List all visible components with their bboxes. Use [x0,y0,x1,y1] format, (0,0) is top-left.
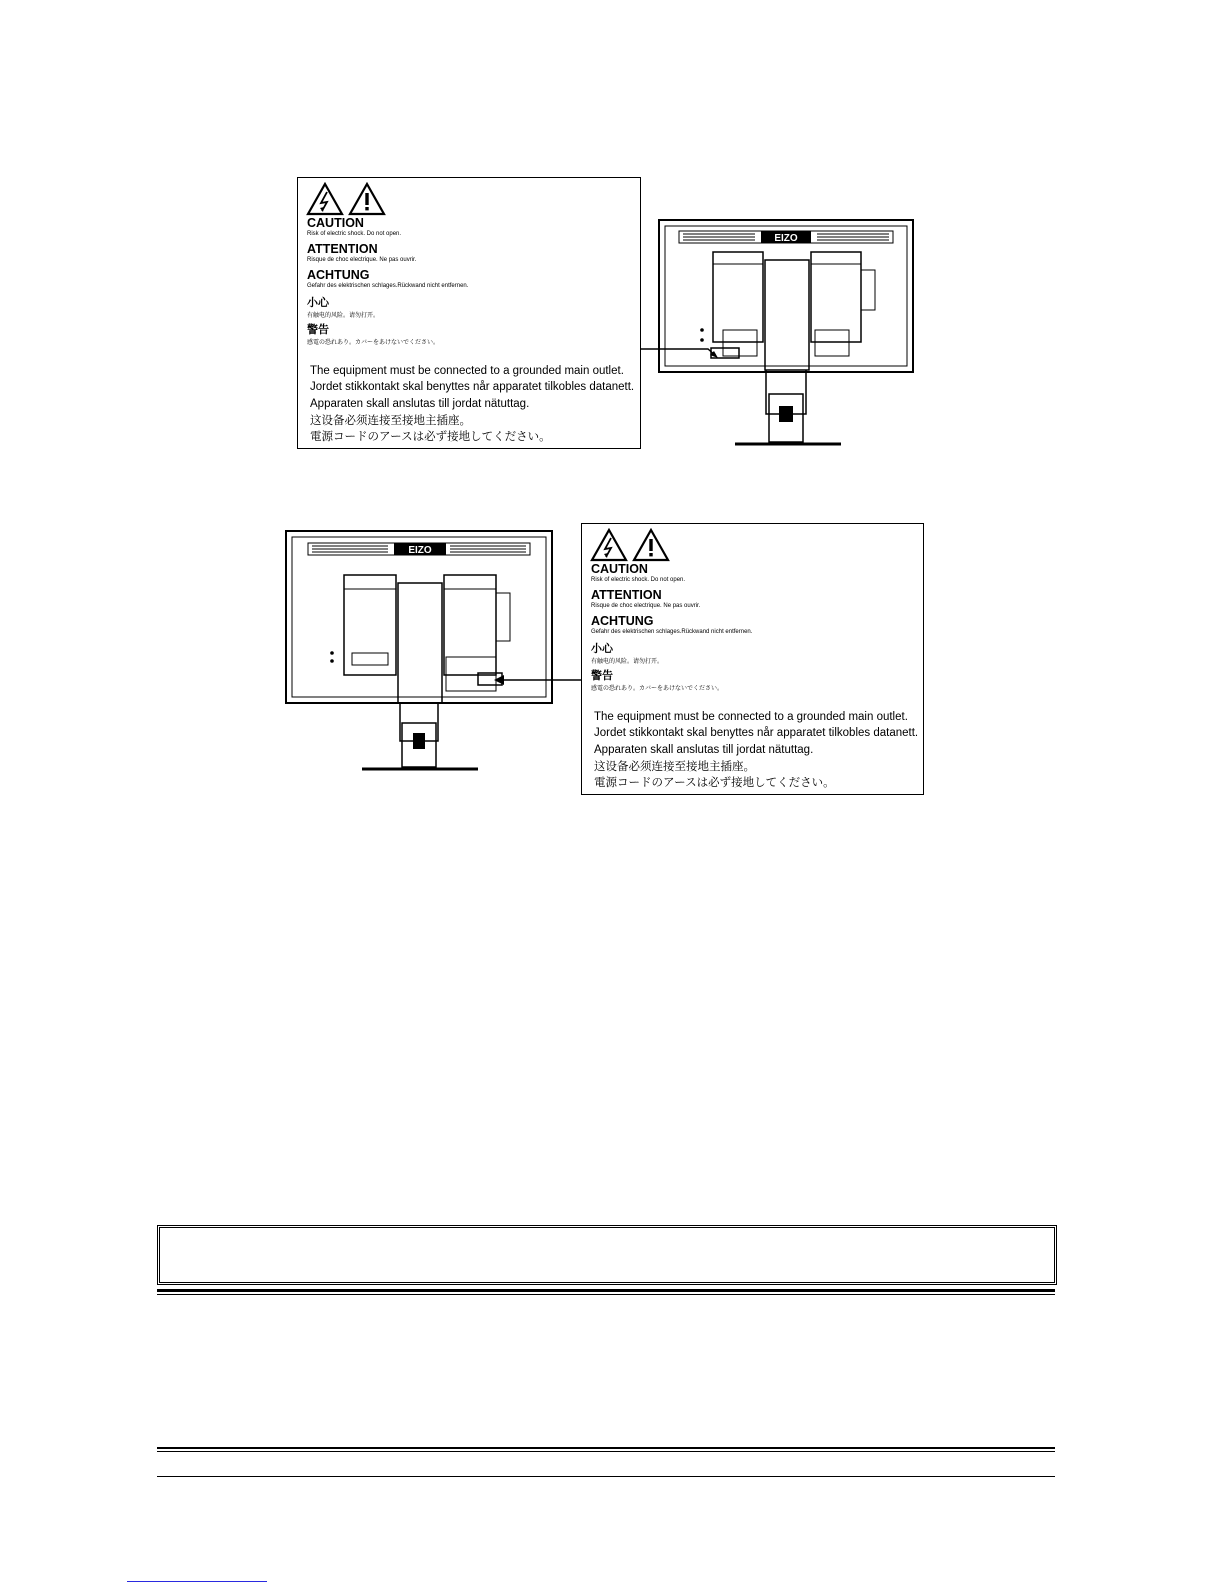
exclamation-warning-icon [632,528,670,562]
achtung-title: ACHTUNG [591,614,654,628]
grounding-line-sv: Apparaten skall anslutas till jordat nätuttag. [310,397,530,410]
attention-text: Risque de choc electrique. Ne pas ouvrir. [591,603,701,609]
notice-box [157,1225,1057,1285]
thin-rule [157,1294,1055,1295]
grounding-line-en: The equipment must be connected to a grounded main outlet. [594,711,908,723]
grounding-line-ja: 電源コードのアースは必ず接地してください。 [310,429,551,444]
leader-line-2 [494,672,584,688]
grounding-line-zh: 这设备必须连接至接地主插座。 [594,758,755,773]
caution-label-2 [581,523,924,795]
attention-title: ATTENTION [307,242,378,256]
japanese-title: 警告 [307,323,329,336]
grounding-line-no: Jordet stikkontakt skal benyttes når apparatet tilkobles datanett. [594,727,919,740]
attention-title: ATTENTION [591,588,662,602]
warning-icons [306,182,386,216]
double-rule-top [157,1447,1055,1449]
caution-label-1 [297,177,641,449]
exclamation-warning-icon [348,182,386,216]
thick-rule [157,1289,1055,1292]
electric-shock-warning-icon [306,182,344,216]
monitor-logo-2: EIZO [408,545,432,556]
footer-link-underline[interactable] [127,1581,267,1582]
caution-text: Risk of electric shock. Do not open. [591,577,686,583]
chinese-text: 有触电的风险。请勿打开。 [591,658,664,665]
achtung-title: ACHTUNG [307,268,370,282]
caution-title: CAUTION [307,216,364,230]
grounding-line-en: The equipment must be connected to a grounded main outlet. [310,365,624,377]
japanese-title: 警告 [591,669,613,682]
japanese-text: 感電の恐れあり。カバーをあけないでください。 [591,685,724,692]
chinese-title: 小心 [307,296,329,309]
achtung-text: Gefahr des elektrischen schlages.Rückwand nicht entfernen. [591,629,753,635]
caution-text: Risk of electric shock. Do not open. [307,231,402,237]
monitor-rear-view-1 [655,218,917,450]
grounding-line-sv: Apparaten skall anslutas till jordat nätuttag. [594,743,814,756]
grounding-line-zh: 这设备必须连接至接地主插座。 [310,412,471,427]
achtung-text: Gefahr des elektrischen schlages.Rückwand nicht entfernen. [307,283,469,289]
grounding-statements [594,709,918,790]
chinese-text: 有触电的风险。请勿打开。 [307,312,380,319]
warning-icons [590,528,670,562]
grounding-statements [310,363,634,444]
caution-title: CAUTION [591,562,648,576]
grounding-line-ja: 電源コードのアースは必ず接地してください。 [594,775,835,790]
grounding-line-no: Jordet stikkontakt skal benyttes når apparatet tilkobles datanett. [310,381,635,394]
double-rule-bottom [157,1451,1055,1452]
monitor-logo-1: EIZO [774,233,798,244]
footer-rule [157,1476,1055,1477]
electric-shock-warning-icon [590,528,628,562]
monitor-rear-view-2 [282,527,557,773]
attention-text: Risque de choc electrique. Ne pas ouvrir. [307,257,417,263]
chinese-title: 小心 [591,642,613,655]
japanese-text: 感電の恐れあり。カバーをあけないでください。 [307,339,440,346]
